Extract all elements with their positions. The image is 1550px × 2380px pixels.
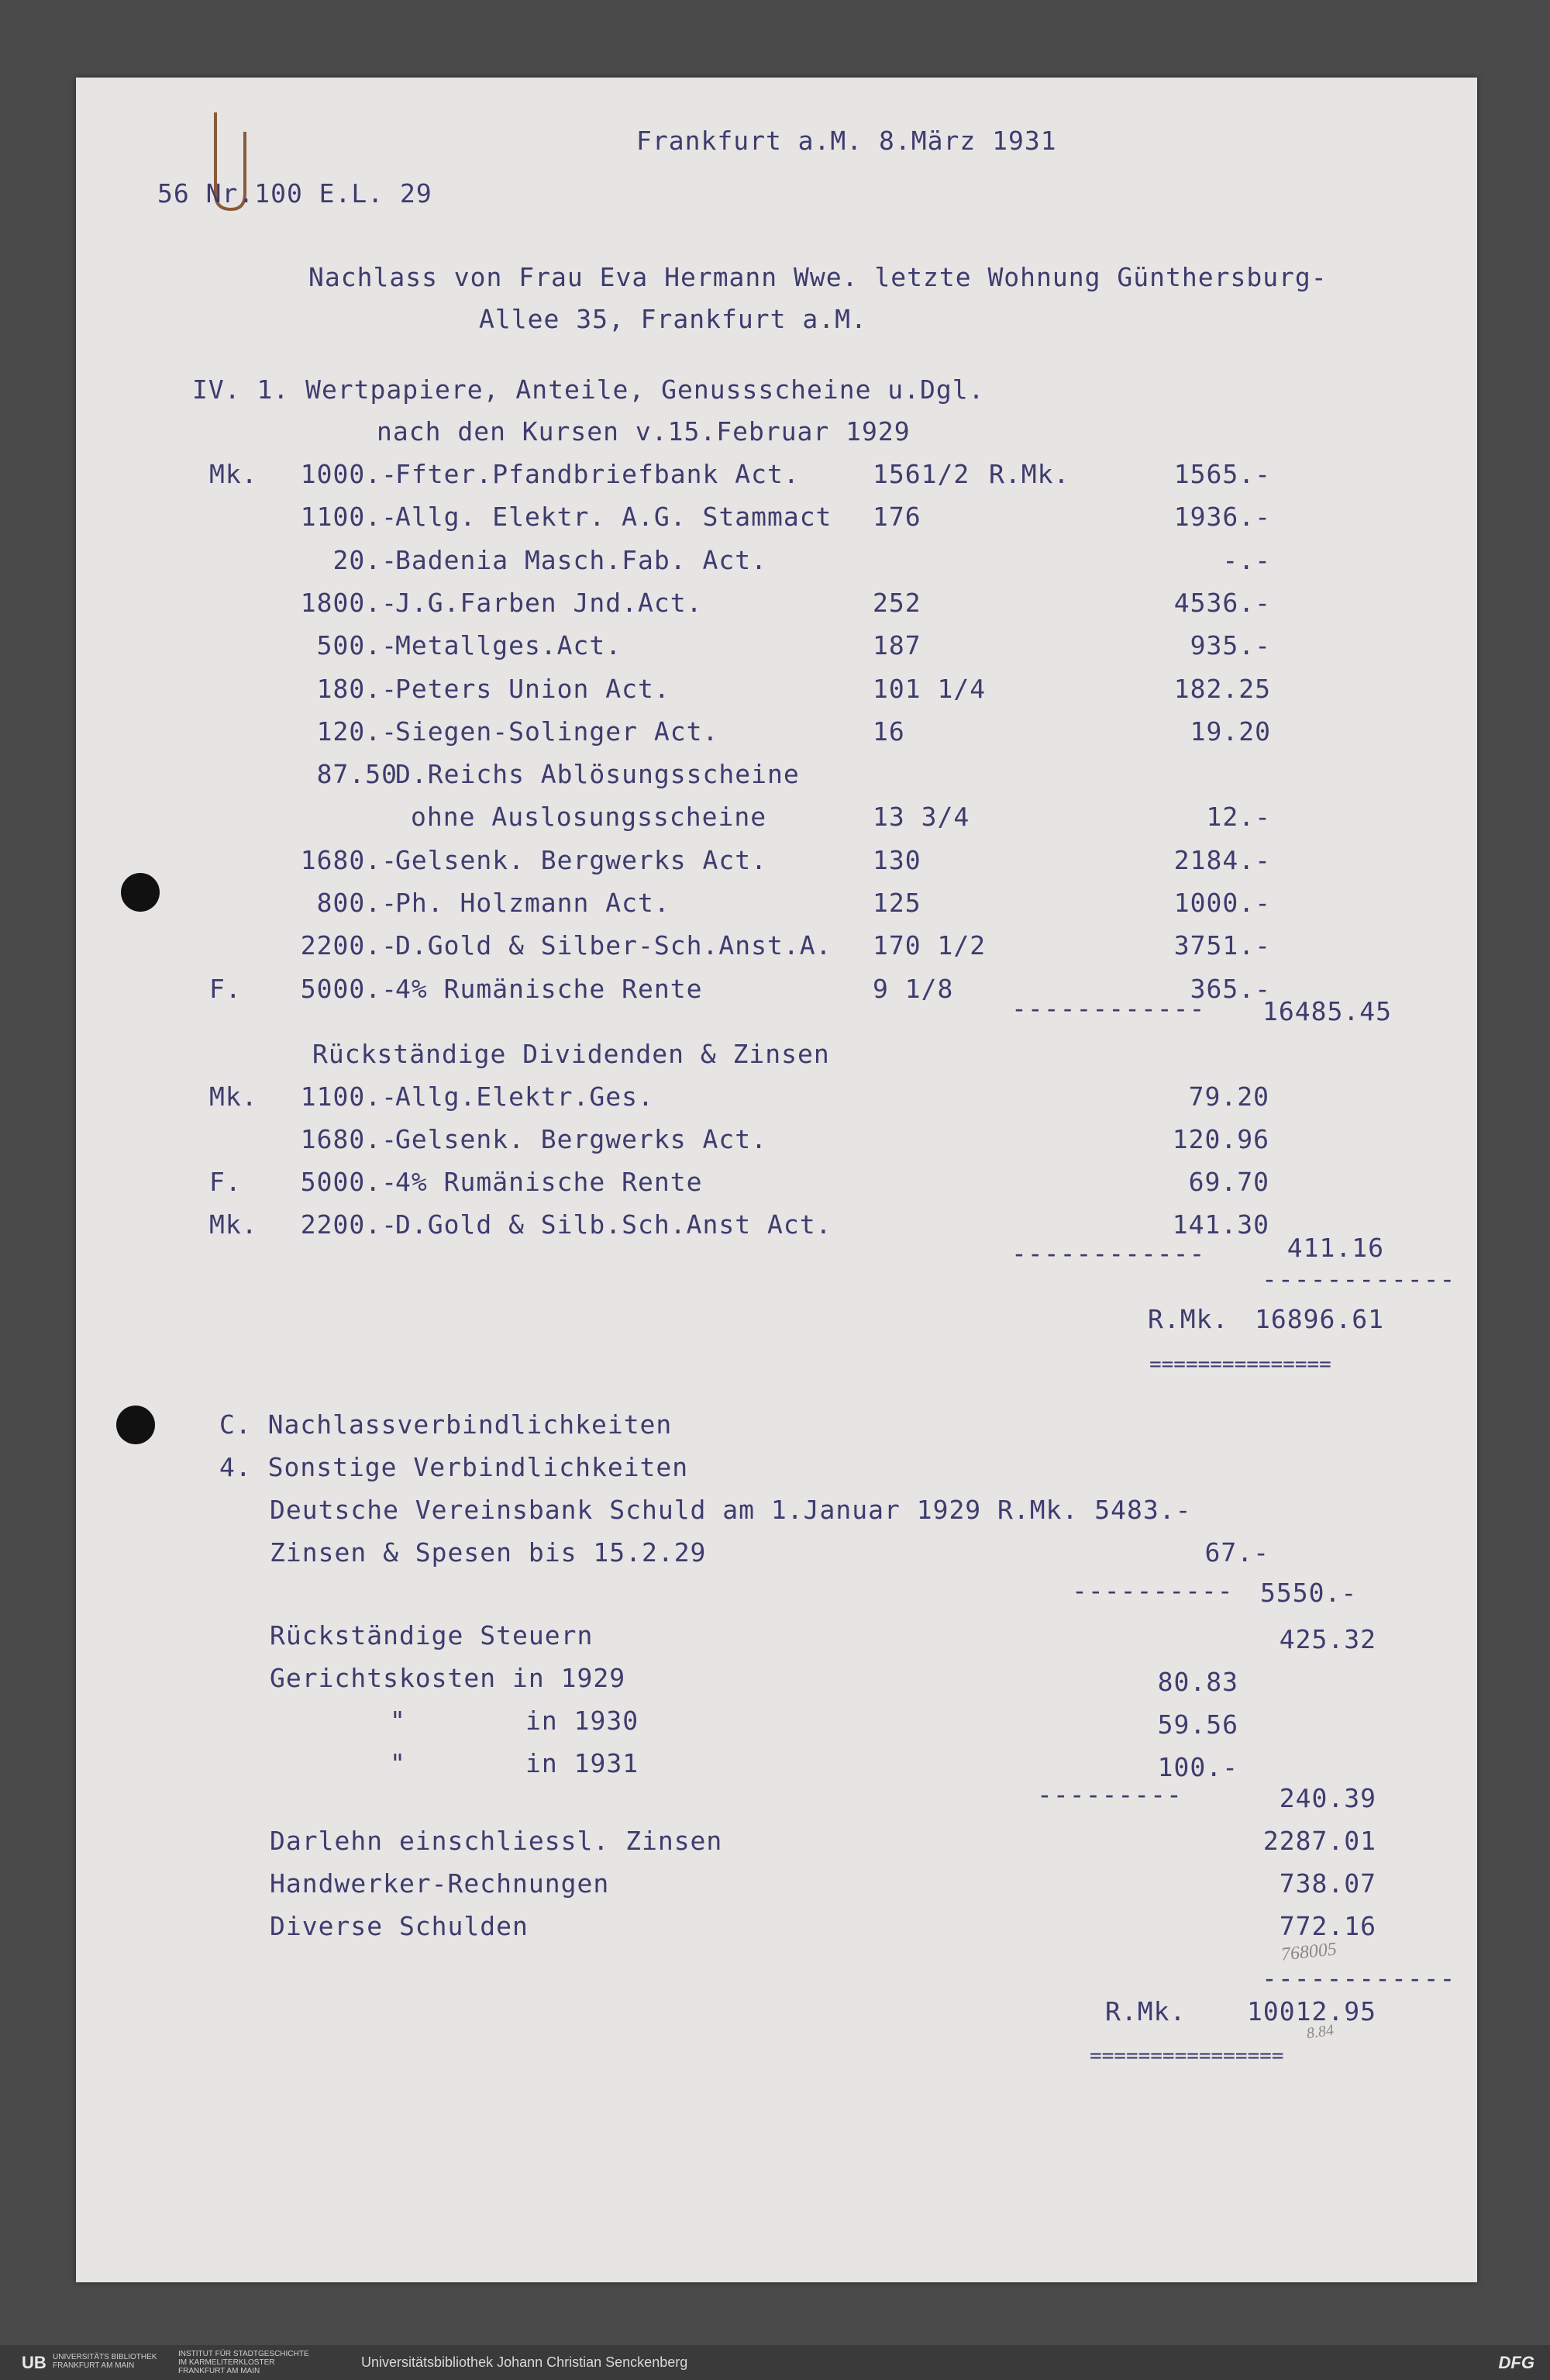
security-name: Ffter.Pfandbriefbank Act. xyxy=(395,459,800,489)
court-1931-value: 100.- xyxy=(1157,1752,1238,1782)
security-value: 365.- xyxy=(1190,974,1271,1004)
misc-debts-label: Diverse Schulden xyxy=(270,1911,529,1941)
security-nominal: 800.- xyxy=(316,888,398,918)
security-value: 1565.- xyxy=(1173,459,1271,489)
security-name: Gelsenk. Bergwerks Act. xyxy=(395,845,767,875)
security-name: Metallges.Act. xyxy=(395,630,622,661)
section-iv-subheading: nach den Kursen v.15.Februar 1929 xyxy=(377,416,911,447)
security-nominal: 20.- xyxy=(332,545,398,575)
dividend-value: 141.30 xyxy=(1172,1209,1269,1240)
loan-value: 2287.01 xyxy=(1262,1826,1376,1856)
security-currency: F. xyxy=(209,974,242,1004)
dividend-name: Allg.Elektr.Ges. xyxy=(395,1081,654,1112)
security-value: 182.25 xyxy=(1173,674,1271,704)
security-rate: 101 1/4 xyxy=(873,674,987,704)
security-rate: 130 xyxy=(873,845,921,875)
security-rate: 16 xyxy=(873,716,905,747)
dividends-rule-2: ------------ xyxy=(1262,1264,1456,1294)
security-name: D.Gold & Silber-Sch.Anst.A. xyxy=(395,930,832,961)
security-name: Siegen-Solinger Act. xyxy=(395,716,719,747)
dividend-value: 79.20 xyxy=(1188,1081,1269,1112)
assets-total: 16896.61 xyxy=(1255,1304,1384,1334)
dividend-currency: F. xyxy=(209,1167,242,1197)
footer-bar xyxy=(0,2345,1550,2380)
dfg-logo: DFG xyxy=(1498,2353,1534,2372)
taxes-value: 425.32 xyxy=(1279,1624,1376,1654)
craft-invoices-label: Handwerker-Rechnungen xyxy=(270,1868,610,1899)
security-value: 935.- xyxy=(1190,630,1271,661)
court-1930-label: in 1930 xyxy=(525,1706,639,1736)
ub-logo: UB xyxy=(22,2353,46,2372)
bank-debt-line: Deutsche Vereinsbank Schuld am 1.Januar 1929 R.Mk. 5483.- xyxy=(270,1495,1192,1525)
court-1929-value: 80.83 xyxy=(1157,1667,1238,1697)
court-1930-value: 59.56 xyxy=(1157,1709,1238,1740)
security-rate: 187 xyxy=(873,630,921,661)
court-1931-label: in 1931 xyxy=(525,1748,639,1778)
pencil-note: 768005 xyxy=(1280,1939,1338,1965)
dividend-nominal: 2200.- xyxy=(300,1209,398,1240)
punch-hole-bottom xyxy=(116,1406,155,1444)
dividend-nominal: 5000.- xyxy=(300,1167,398,1197)
security-nominal: 2200.- xyxy=(300,930,398,961)
security-name: Allg. Elektr. A.G. Stammact xyxy=(395,502,832,532)
security-nominal: 120.- xyxy=(316,716,398,747)
security-nominal: 1800.- xyxy=(300,588,398,618)
dividend-value: 69.70 xyxy=(1188,1167,1269,1197)
securities-rule: ------------ xyxy=(1011,993,1206,1023)
security-name: ohne Auslosungsscheine xyxy=(411,802,767,832)
security-rate: 9 1/8 xyxy=(873,974,954,1004)
place-date: Frankfurt a.M. 8.März 1931 xyxy=(636,126,1057,156)
ditto-mark-1931: " xyxy=(390,1748,406,1778)
security-value: 1000.- xyxy=(1173,888,1271,918)
security-name: J.G.Farben Jnd.Act. xyxy=(395,588,703,618)
security-nominal: 5000.- xyxy=(300,974,398,1004)
loan-label: Darlehn einschliessl. Zinsen xyxy=(270,1826,723,1856)
liabilities-total-label: R.Mk. xyxy=(1105,1996,1187,2026)
security-rate: 252 xyxy=(873,588,921,618)
title-line-2: Allee 35, Frankfurt a.M. xyxy=(479,304,867,334)
security-rate: 13 3/4 xyxy=(873,802,970,832)
security-value: -.- xyxy=(1222,545,1271,575)
dividend-nominal: 1100.- xyxy=(300,1081,398,1112)
security-name: D.Reichs Ablösungsscheine xyxy=(395,759,800,789)
bank-total: 5550.- xyxy=(1260,1578,1358,1608)
security-nominal: 500.- xyxy=(316,630,398,661)
dividends-rule: ------------ xyxy=(1011,1238,1206,1268)
library-name: Universitätsbibliothek Johann Christian Senckenberg xyxy=(361,2354,688,2370)
dividend-name: 4% Rumänische Rente xyxy=(395,1167,703,1197)
dividends-heading: Rückständige Dividenden & Zinsen xyxy=(312,1039,830,1069)
dividend-nominal: 1680.- xyxy=(300,1124,398,1154)
court-costs-label: Gerichtskosten in 1929 xyxy=(270,1663,626,1693)
security-nominal: 1000.- xyxy=(300,459,398,489)
reference-number: 56 Nr.100 E.L. 29 xyxy=(157,178,432,209)
liabilities-total: 10012.95 xyxy=(1247,1996,1376,2026)
dividend-name: D.Gold & Silb.Sch.Anst Act. xyxy=(395,1209,832,1240)
dividends-subtotal: 411.16 xyxy=(1286,1233,1384,1263)
craft-invoices-value: 738.07 xyxy=(1279,1868,1376,1899)
security-name: Badenia Masch.Fab. Act. xyxy=(395,545,767,575)
securities-subtotal: 16485.45 xyxy=(1262,996,1392,1026)
security-value: 2184.- xyxy=(1173,845,1271,875)
dividend-value: 120.96 xyxy=(1172,1124,1269,1154)
document-sheet xyxy=(76,78,1477,2282)
bank-rule: ---------- xyxy=(1072,1575,1234,1606)
security-nominal: 1680.- xyxy=(300,845,398,875)
security-nominal: 180.- xyxy=(316,674,398,704)
interest-value: 67.- xyxy=(1204,1537,1269,1568)
pencil-note-2: 8.84 xyxy=(1305,2021,1335,2043)
ub-logo-text: UNIVERSITÄTS BIBLIOTHEK FRANKFURT AM MAIN xyxy=(53,2353,157,2370)
court-rule: --------- xyxy=(1037,1779,1183,1809)
security-unit: R.Mk. xyxy=(989,459,1070,489)
section-c-heading: C. Nachlassverbindlichkeiten xyxy=(219,1409,673,1440)
security-name: Ph. Holzmann Act. xyxy=(395,888,670,918)
security-rate: 125 xyxy=(873,888,921,918)
security-value: 3751.- xyxy=(1173,930,1271,961)
assets-total-double-rule: =============== xyxy=(1149,1353,1331,1376)
taxes-label: Rückständige Steuern xyxy=(270,1620,594,1650)
security-nominal: 87.50 xyxy=(316,759,398,789)
section-c-subheading: 4. Sonstige Verbindlichkeiten xyxy=(219,1452,689,1482)
section-iv-heading: IV. 1. Wertpapiere, Anteile, Genussscheine u.Dgl. xyxy=(192,374,985,405)
liabilities-rule: ------------ xyxy=(1262,1963,1456,1993)
security-value: 12.- xyxy=(1206,802,1271,832)
punch-hole-top xyxy=(121,873,160,912)
isg-logo-text: INSTITUT FÜR STADTGESCHICHTE IM KARMELITERKLOSTER FRANKFURT AM MAIN xyxy=(178,2350,309,2375)
security-rate: 170 1/2 xyxy=(873,930,987,961)
security-nominal: 1100.- xyxy=(300,502,398,532)
security-name: 4% Rumänische Rente xyxy=(395,974,703,1004)
dividend-currency: Mk. xyxy=(209,1209,258,1240)
security-value: 19.20 xyxy=(1190,716,1271,747)
security-rate: 176 xyxy=(873,502,921,532)
court-total: 240.39 xyxy=(1279,1783,1376,1813)
dividend-name: Gelsenk. Bergwerks Act. xyxy=(395,1124,767,1154)
misc-debts-value: 772.16 xyxy=(1279,1911,1376,1941)
title-line-1: Nachlass von Frau Eva Hermann Wwe. letzte Wohnung Günthersburg- xyxy=(308,262,1328,292)
security-currency: Mk. xyxy=(209,459,258,489)
dividend-currency: Mk. xyxy=(209,1081,258,1112)
ditto-mark-1930: " xyxy=(390,1706,406,1736)
liabilities-double-rule: ================ xyxy=(1090,2044,1284,2068)
security-value: 1936.- xyxy=(1173,502,1271,532)
interest-line: Zinsen & Spesen bis 15.2.29 xyxy=(270,1537,707,1568)
assets-total-label: R.Mk. xyxy=(1148,1304,1229,1334)
security-value: 4536.- xyxy=(1173,588,1271,618)
security-rate: 1561/2 xyxy=(873,459,970,489)
security-name: Peters Union Act. xyxy=(395,674,670,704)
